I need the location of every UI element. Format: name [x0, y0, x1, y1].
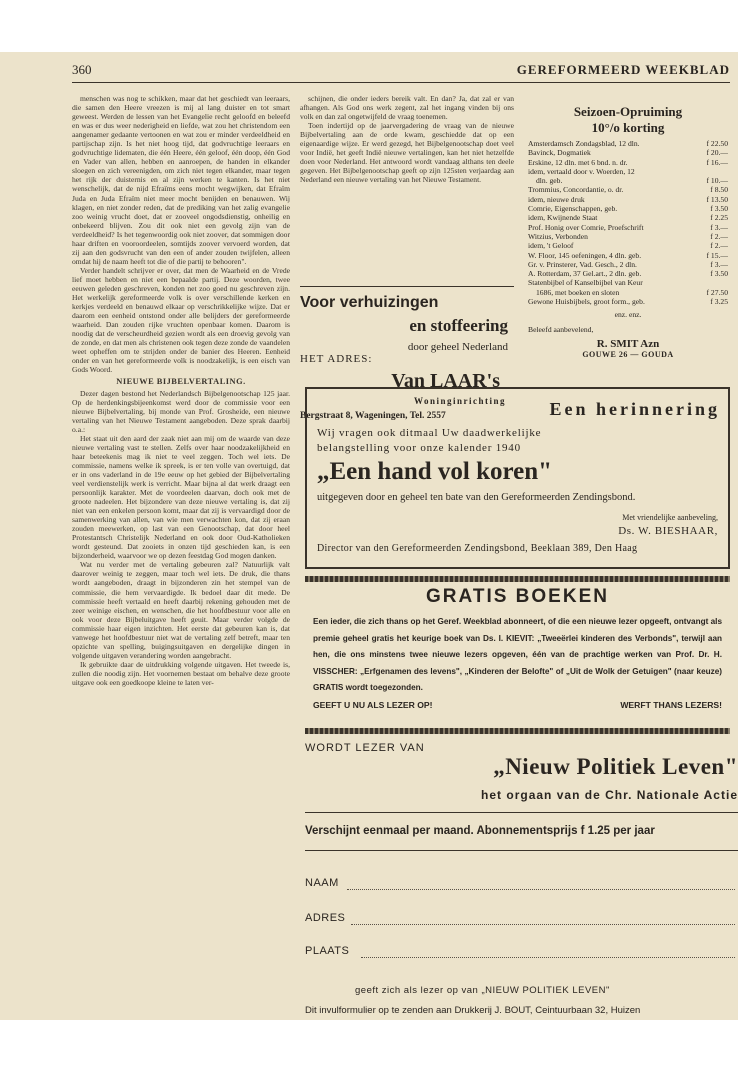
price-row-title: Comrie, Eigenschappen, geb.	[528, 204, 618, 214]
ad-greeting: Met vriendelijke aanbeveling,	[622, 513, 718, 522]
price-row-price: f 16.—	[706, 157, 728, 167]
ad-subtitle: het orgaan van de Chr. Nationale Actie	[481, 788, 738, 802]
price-row-price: f 27.50	[706, 287, 728, 297]
publication-title: GEREFORMEERD WEEKBLAD	[516, 62, 730, 77]
price-row-title: A. Rotterdam, 37 Gel.art., 2 dln. geb.	[528, 269, 642, 279]
newspaper-page	[0, 52, 738, 1020]
ad-company-sub: Woninginrichting	[413, 396, 506, 406]
price-row	[528, 204, 728, 213]
ad-company-name: Van LAAR's	[391, 370, 500, 392]
price-row-title: dln. geb.	[536, 176, 563, 186]
ad-body: Een ieder, die zich thans op het Geref. Weekblad abonneert, of die een nieuwe lezer opgeeft, ontvangt als premie geheel gratis het keurige boek van Ds. I. KIEVIT: „Tweeërlei kinderen des Verbonds", terwijl aan hen, die ons minstens twee nieuwe lezers opgeven, één van de prachtige werken van Prof. Dr. H. VISSCHER: „Erfgenamen des levens", „Kinderen der Belofte" of „Uit de Wolk der Getuigen" (naar keuze) GRATIS wordt toegezonden.	[313, 617, 722, 693]
ad-footer-right: WERFT THANS LEZERS!	[620, 700, 722, 710]
price-row-price: f 10.—	[706, 176, 728, 186]
price-row-title: Gewone Huisbijbels, groot form., geb.	[528, 297, 645, 307]
price-row	[528, 185, 728, 194]
price-row-title: W. Floor, 145 oefeningen, 4 dln. geb.	[528, 250, 642, 260]
ad-line: en stoffeering	[409, 316, 508, 335]
price-row	[528, 251, 728, 260]
page-header	[72, 60, 730, 83]
price-row	[528, 148, 728, 157]
ad-line: Voor verhuizingen	[300, 294, 439, 311]
price-row-title: idem, 't Geloof	[528, 241, 574, 251]
ad-line: HET ADRES:	[300, 353, 373, 365]
price-row-price: f 3.—	[710, 259, 728, 269]
article-column-1	[72, 94, 290, 687]
ad-footer-left: GEEFT U NU ALS LEZER OP!	[313, 700, 433, 710]
price-row-title: Amsterdamsch Zondagsblad, 12 dln.	[528, 139, 640, 148]
price-row	[528, 260, 728, 269]
divider	[300, 286, 514, 287]
article-column-2	[300, 94, 514, 184]
form-label-naam: NAAM	[305, 877, 339, 889]
form-line-adres	[351, 924, 735, 925]
divider	[305, 812, 738, 813]
ad-herinnering	[305, 387, 730, 569]
price-list	[528, 139, 728, 306]
article-paragraph: menschen was nog te schikken, maar dat het geschiedt van leeraars, die samen den Heere vreezen is mij al lang duister en tot smart geweest. Werden de lessen van het Evangelie recht geloofd en beleefd en was er dus weer nederigheid en liefde, wat zou het christendom een aangenamer gedaante vertoonen en wat zou er minder verdeeldheid en partijschap zijn. Is het niet hoog tijd, dat godvruchtige leeraars en godvruchtige lidematen, die één Heere, één geloof, één doop, één God en Vader van allen, hebben en aanroepen, de handen in elkander sloegen en zich vereenigden, om zich niet tegen elkander, maar tegen het rijk der duisternis en al zijn werken te kanten. Is het niet wenschelijk, dat de nijd Efraïms eens mocht wegwijken, dat Efraïm Juda en Juda Efraïm niet meer mocht benijden en benauwen. Wij klagen, en niet zonder reden, dat de prediking van het zalig evangelie zoo weinig vrucht doet, dat er zooveel ongodsdienstig, onheilig en onbekeerd blijven. Zou dit ook niet een gevolg zijn van de verdeeldheid? Is het tegenwoordig ook niet zoover, dat sommigen door haar driften en vooroordeelen, somtijds zoover vervoerd worden, dat zij aan den godsvrucht van den een of ander zouden twijfelen, alleen omdat hij de naam heeft tot die of die partij te behooren".	[72, 94, 290, 266]
price-row-price: f 2.25	[710, 213, 728, 223]
article-paragraph: Dezer dagen bestond het Nederlandsch Bijbelgenootschap 125 jaar. Op de herdenkingsbijeenkomst werd door de commissie voor een nieuwe Bijbelvertaling, bij monde van Prof. Grosheide, een nieuwe vertaling van het Nieuwe Testament aangeboden. Deze sprak daarbij o.a.:	[72, 388, 290, 434]
price-row-price: f 3.25	[710, 297, 728, 307]
price-row-price: f 3.—	[710, 222, 728, 232]
price-row-price: f 13.50	[706, 194, 728, 204]
price-row-price: f 22.50	[706, 139, 728, 148]
ad-signer: Ds. W. BIESHAAR,	[618, 525, 718, 537]
ad-line: WORDT LEZER VAN	[305, 742, 425, 754]
price-row	[528, 139, 728, 148]
ad-line: belangstelling voor onze kalender 1940	[317, 442, 521, 454]
price-row-title: Trommius, Concordantie, o. dr.	[528, 185, 624, 195]
ad-line: geeft zich als lezer op van „NIEUW POLITIEK LEVEN"	[355, 985, 610, 996]
form-line-plaats	[361, 957, 735, 958]
form-label-plaats: PLAATS	[305, 945, 350, 957]
article-paragraph: Toen indertijd op de jaarvergadering de vraag van de nieuwe Bijbelvertaling aan de orde kwam, geschiedde dat op een eigenaardige wijze. Er werd gezegd, het Bijbelgenootschap doet veel voor Indië, het geeft Indië nieuwe vertalingen, kan het niet hetzelfde doen voor Nederland. Het antwoord wordt vandaag althans ten deele gegeven. Het Bijbelgenootschap geeft op zijn 125sten verjaardag aan Nederland een nieuwe vertaling van het Nieuwe Testament.	[300, 121, 514, 185]
price-row-title: idem, nieuwe druk	[528, 194, 585, 204]
form-line-naam	[347, 889, 735, 890]
price-row-title: Statenbijbel of Kanselbijbel van Keur	[528, 278, 643, 288]
price-row	[528, 288, 728, 297]
price-row-title: Witzius, Verbonden	[528, 231, 588, 241]
price-row-price: f 15.—	[706, 250, 728, 260]
form-label-adres: ADRES	[305, 912, 346, 924]
price-row-title: Erskine, 12 dln. met 6 bnd. n. dr.	[528, 157, 628, 167]
price-row-price: f 2.—	[710, 231, 728, 241]
ad-line: Wij vragen ook ditmaal Uw daadwerkelijke	[317, 427, 542, 439]
ad-place: GOUWE 26 — GOUDA	[582, 350, 674, 360]
ad-line: door geheel Nederland	[407, 341, 508, 353]
ad-gratis-boeken	[305, 582, 730, 730]
article-paragraph: schijnen, die onder ieders bereik valt. En dan? Ja, dat zal er van afhangen. Als God ons werk zegent, zal het ingang vinden bij ons volk en dan zal ongetwijfeld de vraag toenemen.	[300, 94, 514, 122]
ad-closing: Beleefd aanbevelend,	[528, 325, 594, 335]
price-row-price: f 2.—	[710, 241, 728, 251]
price-row-title: idem, Kwijnende Staat	[528, 213, 598, 223]
price-row	[528, 297, 728, 306]
ad-title: „Nieuw Politiek Leven"	[493, 754, 738, 779]
ad-heading: Een herinnering	[549, 399, 720, 419]
ad-big-title: „Een hand vol koren"	[317, 458, 553, 485]
price-row	[528, 167, 728, 176]
price-row	[528, 241, 728, 250]
article-heading: NIEUWE BIJBELVERTALING.	[116, 377, 246, 387]
price-row	[528, 278, 728, 287]
price-row-price: f 3.50	[710, 269, 728, 279]
ad-line: Dit invulformulier op te zenden aan Drukkerij J. BOUT, Ceintuurbaan 32, Huizen	[305, 1005, 641, 1016]
price-row-title: Prof. Honig over Comrie, Proefschrift	[528, 222, 644, 232]
ad-heading: GRATIS BOEKEN	[426, 586, 609, 607]
price-row-title: Gr. v. Prinsterer, Vad. Gesch., 2 dln.	[528, 259, 637, 269]
ad-address: Bergstraat 8, Wageningen, Tel. 2557	[300, 411, 446, 421]
price-row-price: f 8.50	[710, 185, 728, 195]
price-row	[528, 213, 728, 222]
decorative-band	[305, 728, 730, 734]
divider	[305, 850, 738, 851]
price-row	[528, 195, 728, 204]
price-row-title: idem, vertaald door v. Woerden, 12	[528, 166, 635, 176]
price-row-title: 1686, met boeken en sloten	[536, 287, 620, 297]
article-paragraph: Het staat uit den aard der zaak niet aan mij om de waarde van deze nieuwe vertaling vast te stellen. Zelfs over haar noodzakelijkheid en haar beteekenis mag ik niet te veel zeggen. Toch wel iets. De commissie, namens welke ik spreek, is er ten volle van overtuigd, dat er in ons vaderland in de 19e eeuw op het gebied der Bijbelvertaling veel verdienstelijk werk is verricht. Maar bijna al dat werk draagt een persoonlijk karakter. Met de voordeelen daarvan, doch ook met de groote nadeelen. Het bijzondere van deze nieuwe vertaling is, dat zij niet van een enkelen persoon komt, maar dat zij is vervaardigd door de samenwerking van allen, van wie men verwachten kon, dat zij eraan zouden meewerken, op last van een Genootschap, dat door heel Protestantsch Christelijk Nederland en ook door Oud-Katholieken wordt gesteund. Dat zooiets in onzen tijd geschieden kan, is een bijzonderheid, waarvoor we op dezen feestdag God mogen danken.	[72, 433, 290, 561]
ad-subtitle: 10°/o korting	[591, 120, 665, 135]
price-row	[528, 158, 728, 167]
price-row	[528, 176, 728, 185]
ad-firm: R. SMIT Azn	[596, 338, 660, 351]
price-row	[528, 269, 728, 278]
article-paragraph: Verder handelt schrijver er over, dat men de Waarheid en de Vrede lief moet hebben en niet een bepaalde partij. Deze woorden, twee eeuwen geleden geschreven, konden net zoo goed nu geschreven zijn. Het werkelijk gereformeerde volk is over verschillende kerken en kerkjes verdeeld en benauwd elkaar op verschrikkelijke wijze. Dat er daarom een eenheid ontstond onder alle belijders der gereformeerde waarheid. Dan zouden rijke vruchten openbaar komen. Daarom is noodig dat de verscheurdheid gezien wordt als een droevig gevolg van de zonde, en dat men als christenen ook tegen deze zonde de vaandelen weet opheffen om te strijden onder de banier des Heeren. Eenheid onder en van het gereformeerde volk is noodzakelijk, is een eisch van Gods Woord.	[72, 265, 290, 375]
price-row	[528, 223, 728, 232]
price-row	[528, 232, 728, 241]
ad-note: enz. enz.	[614, 310, 642, 320]
ad-footer: Director van den Gereformeerden Zendingsbond, Beeklaan 389, Den Haag	[317, 543, 638, 554]
price-row-price: f 3.50	[710, 204, 728, 214]
ad-nieuw-politiek-leven	[305, 742, 738, 1020]
ad-title: Seizoen-Opruiming	[573, 104, 683, 119]
page-number: 360	[72, 62, 92, 77]
article-paragraph: Wat nu verder met de vertaling gebeuren zal? Natuurlijk valt daarover weinig te zeggen, maar toch wel iets. De druk, die thans wordt aangeboden, draagt in bijzonderen zin het stempel van de commissie, die hem vervaardigde. Ik bedoel daar dit mede. De commissie heeft vertaald en heeft daarbij rekening gehouden met de zeer weinige eischen, en wenschen, die het hoofdbestuur voor alle en ook voor deze Bijbeluitgave heeft geuit. Maar verder volgde de commissie haar eigen inzichten. Het eerste dat gebeuren kan is, dat vanwege het hoofdbestuur niet wat de vertaling zelf betreft, maar ten opzichte van spelling, buigingsuitgaven en dergelijke dingen in volgende uitgaven verandering worden aangebracht.	[72, 560, 290, 660]
article-paragraph: Ik gebruikte daar de uitdrukking volgende uitgaven. Het tweede is, zullen die noodig zijn. Het voornemen bestaat om behalve deze groote uitgave ook een goedkoope kleine te laten ver-	[72, 659, 290, 687]
price-row-price: f 20.—	[706, 148, 728, 158]
ad-frequency: Verschijnt eenmaal per maand. Abonnementsprijs f 1.25 per jaar	[305, 825, 655, 837]
ad-seizoen-opruiming	[528, 104, 728, 394]
ad-line: uitgegeven door en geheel ten bate van den Gereformeerden Zendingsbond.	[317, 492, 636, 503]
price-row-title: Bavinck, Dogmatiek	[528, 148, 591, 158]
